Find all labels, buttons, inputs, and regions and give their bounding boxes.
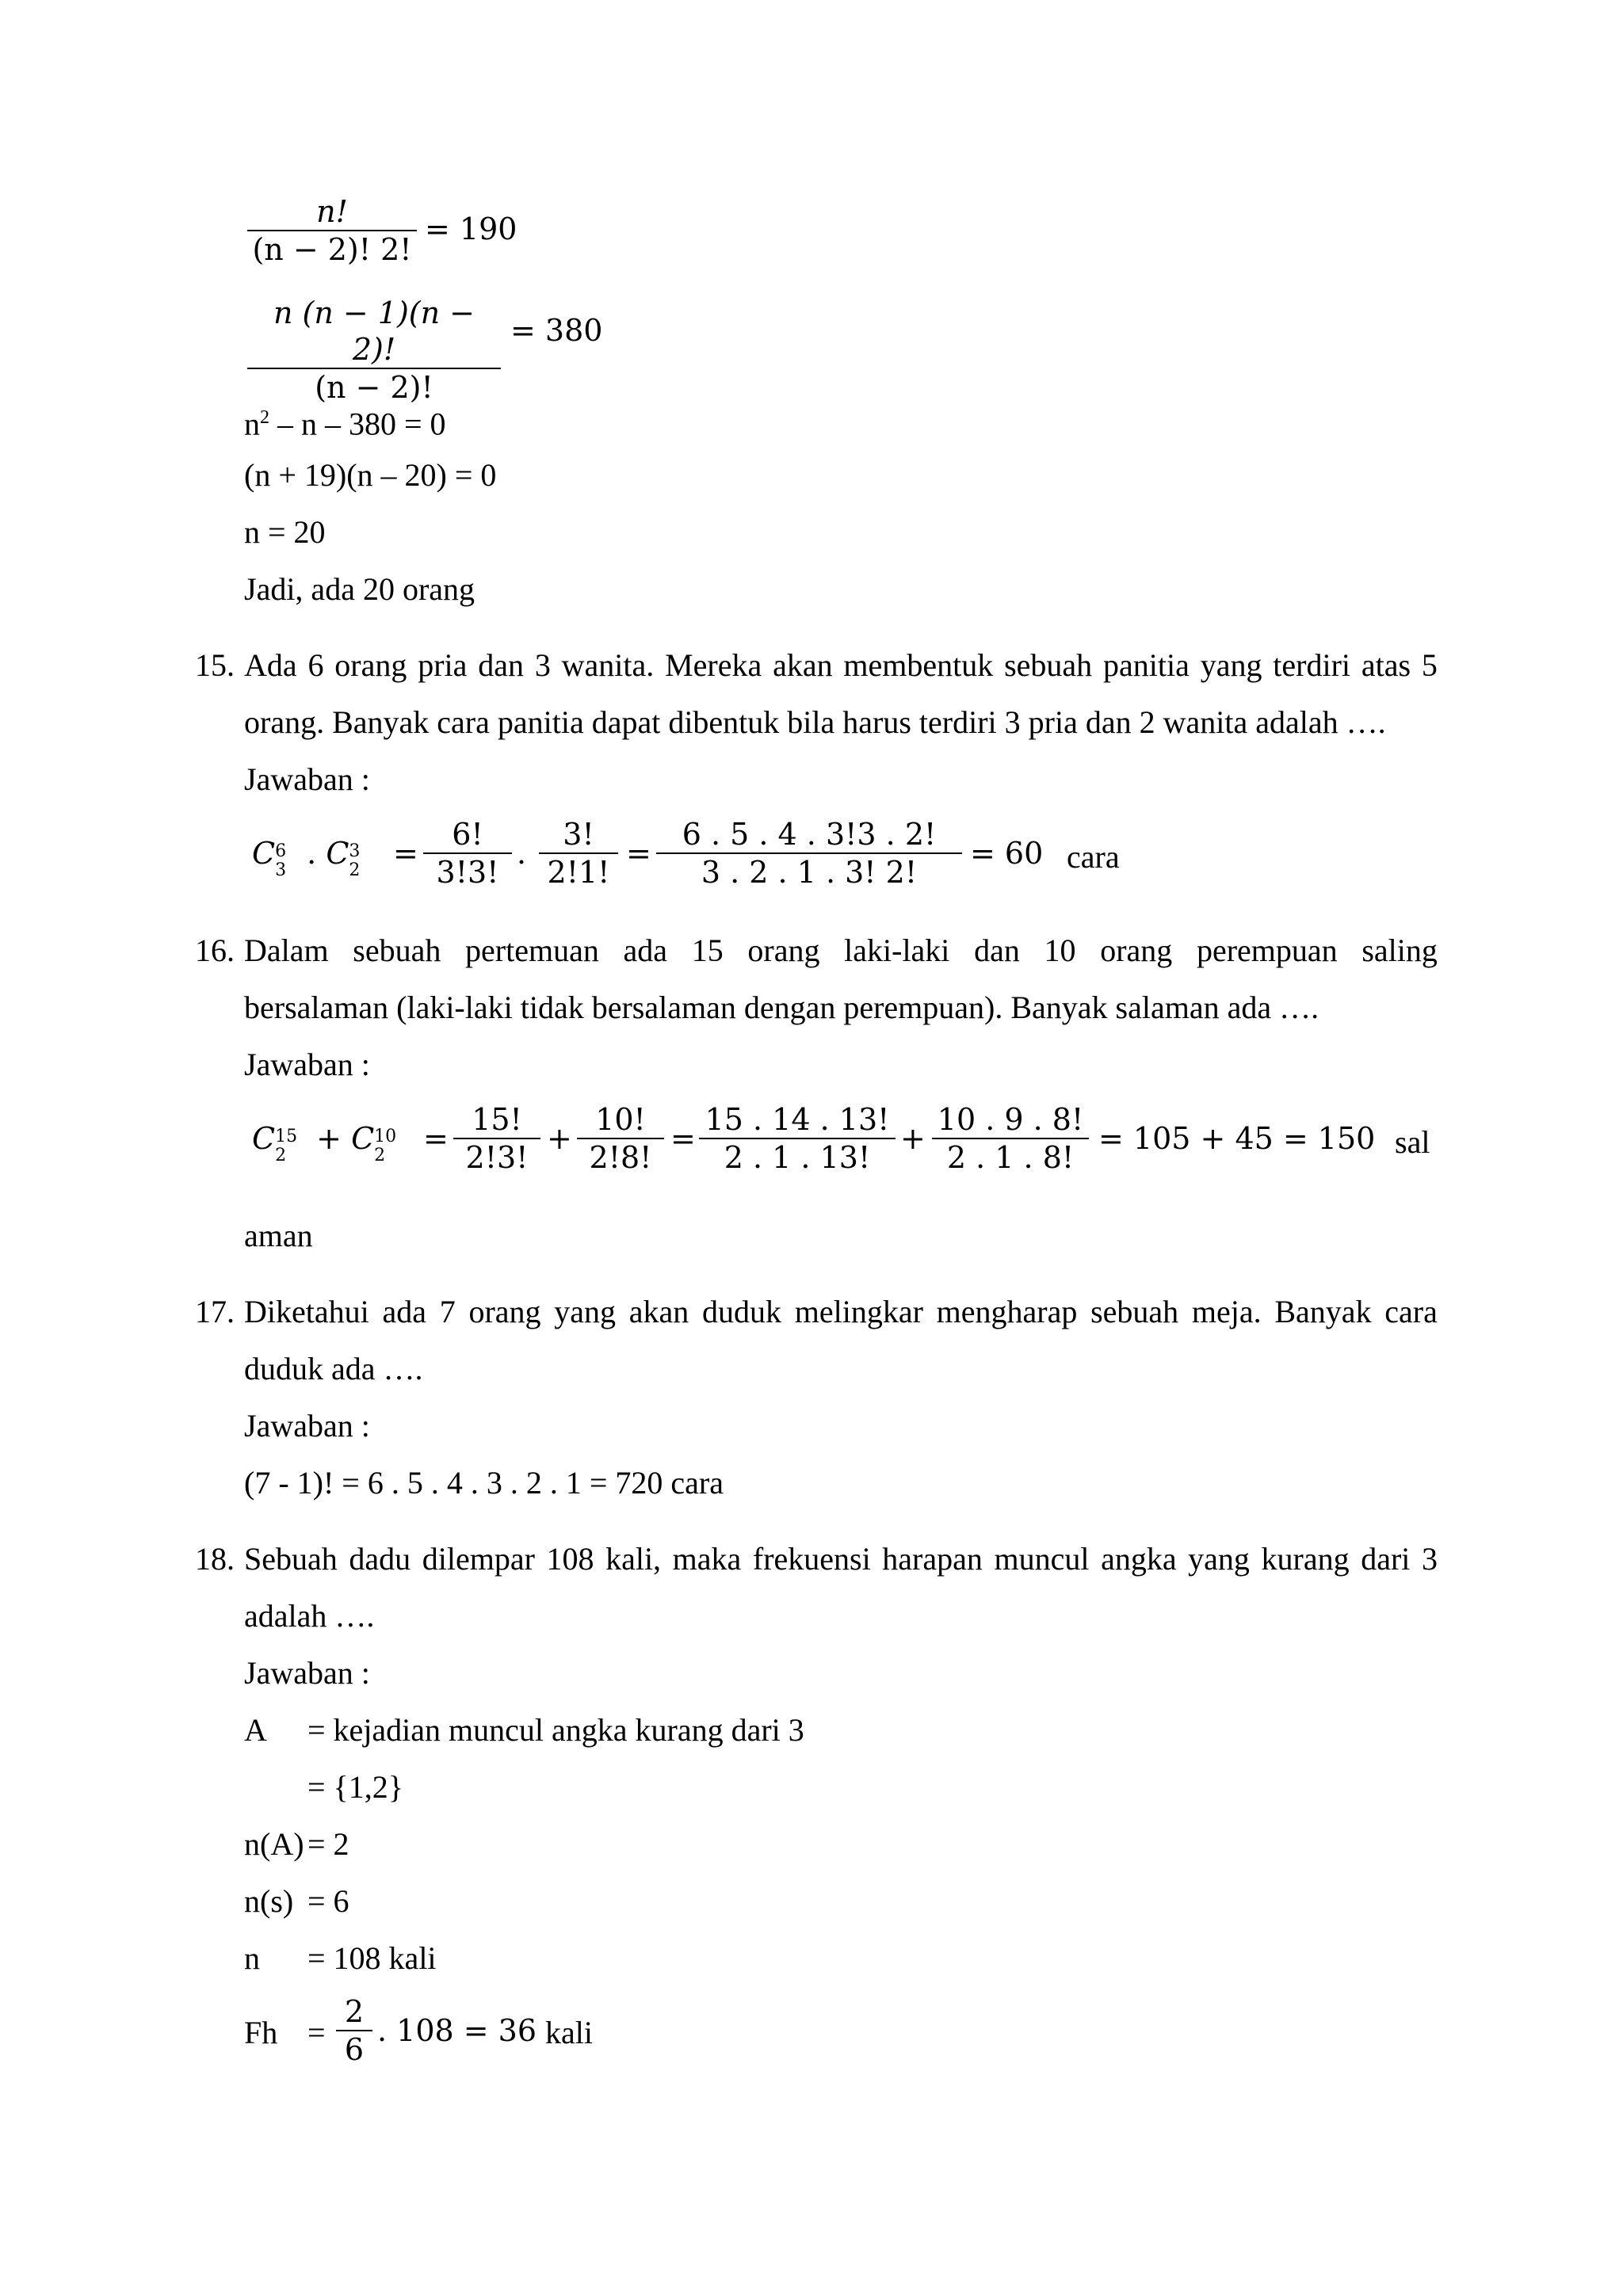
question-17-line-2: duduk ada ….	[244, 1351, 423, 1386]
result-value: = 60	[970, 836, 1044, 871]
numerator: n!	[316, 194, 348, 229]
equals-sign: =	[626, 836, 651, 871]
value-ns: = 6	[307, 1883, 349, 1919]
question-18-line-2: adalah ….	[244, 1598, 375, 1634]
question-15-line-2: orang. Banyak cara panitia dapat dibentuk bila harus terdiri 3 pria dan 2 wanita adalah ….	[244, 704, 1386, 740]
label-n: n	[244, 1940, 260, 1976]
equals-sign: =	[670, 1121, 696, 1156]
fraction-n-factorial	[247, 193, 417, 268]
question-number-17: 17.	[195, 1294, 235, 1329]
equation-result: = 190	[425, 212, 517, 246]
solution-value: n = 20	[244, 514, 326, 550]
result-unit: sal	[1395, 1124, 1430, 1160]
conclusion: Jadi, ada 20 orang	[244, 571, 475, 607]
denominator: (n − 2)!	[315, 370, 433, 405]
equation-result: = 380	[510, 313, 603, 348]
fraction: 6 . 5 . 4 . 3!3 . 2! 3 . 2 . 1 . 3! 2!	[656, 816, 962, 891]
denominator: (n − 2)! 2!	[252, 232, 412, 267]
question-number-15: 15.	[195, 647, 235, 683]
question-16-line-1: Dalam sebuah pertemuan ada 15 orang laki-laki dan 10 orang perempuan saling	[244, 933, 1438, 968]
label-fh: Fh	[244, 2015, 278, 2050]
answer-label: Jawaban :	[244, 1047, 370, 1082]
equals-sign: =	[393, 836, 418, 871]
combination-expression: C 15 2 + C 10 2	[252, 1121, 397, 1165]
equals-sign: =	[423, 1121, 449, 1156]
question-number-18: 18.	[195, 1541, 235, 1577]
question-number-16: 16.	[195, 933, 235, 968]
result-unit: kali	[545, 2015, 593, 2050]
plus-operator: +	[900, 1121, 926, 1156]
combination-expression: C 6 3 . C 3 2	[252, 836, 361, 880]
set-a: = {1,2}	[307, 1769, 403, 1805]
result-value: . 108 = 36	[377, 2013, 537, 2048]
answer-calculation: (7 - 1)! = 6 . 5 . 4 . 3 . 2 . 1 = 720 cara	[244, 1465, 724, 1501]
value-na: = 2	[307, 1826, 349, 1862]
fraction: 3! 2!1!	[539, 816, 618, 891]
plus-operator: +	[547, 1121, 572, 1156]
question-16-line-2: bersalaman (laki-laki tidak bersalaman dengan perempuan). Banyak salaman ada ….	[244, 990, 1319, 1025]
definition-a: = kejadian muncul angka kurang dari 3	[307, 1712, 804, 1748]
result-unit-continued: aman	[244, 1218, 313, 1253]
fraction: 15 . 14 . 13! 2 . 1 . 13!	[699, 1101, 896, 1176]
fraction-probability: 2 6	[336, 1993, 372, 2068]
equals-sign: =	[307, 2015, 326, 2050]
result-unit: cara	[1067, 839, 1120, 875]
dot-operator: .	[517, 836, 527, 871]
label-ns: n(s)	[244, 1883, 294, 1919]
numerator: n (n − 1)(n − 2)!	[273, 296, 475, 367]
question-18-line-1: Sebuah dadu dilempar 108 kali, maka frekuensi harapan muncul angka yang kurang dari 3	[244, 1541, 1438, 1577]
value-n: = 108 kali	[307, 1940, 437, 1976]
fraction: 10! 2!8!	[577, 1101, 664, 1176]
answer-label: Jawaban :	[244, 761, 370, 797]
fraction: 15! 2!3!	[453, 1101, 540, 1176]
fraction: 10 . 9 . 8! 2 . 1 . 8!	[932, 1101, 1089, 1176]
answer-label: Jawaban :	[244, 1655, 370, 1691]
answer-label: Jawaban :	[244, 1408, 370, 1444]
quadratic-equation: $n^2 - n - 380 = 0$	[244, 406, 446, 442]
fraction: 6! 3!3!	[423, 816, 512, 891]
question-15-line-1: Ada 6 orang pria dan 3 wanita. Mereka akan membentuk sebuah panitia yang terdiri atas 5	[244, 647, 1438, 683]
label-a: A	[244, 1712, 267, 1748]
label-na: n(A)	[244, 1826, 304, 1862]
question-17-line-1: Diketahui ada 7 orang yang akan duduk melingkar mengharap sebuah meja. Banyak cara	[244, 1294, 1438, 1329]
result-value: = 105 + 45 = 150	[1098, 1121, 1376, 1156]
fraction-expanded	[247, 295, 501, 406]
factored-equation: (n + 19)(n – 20) = 0	[244, 457, 497, 493]
